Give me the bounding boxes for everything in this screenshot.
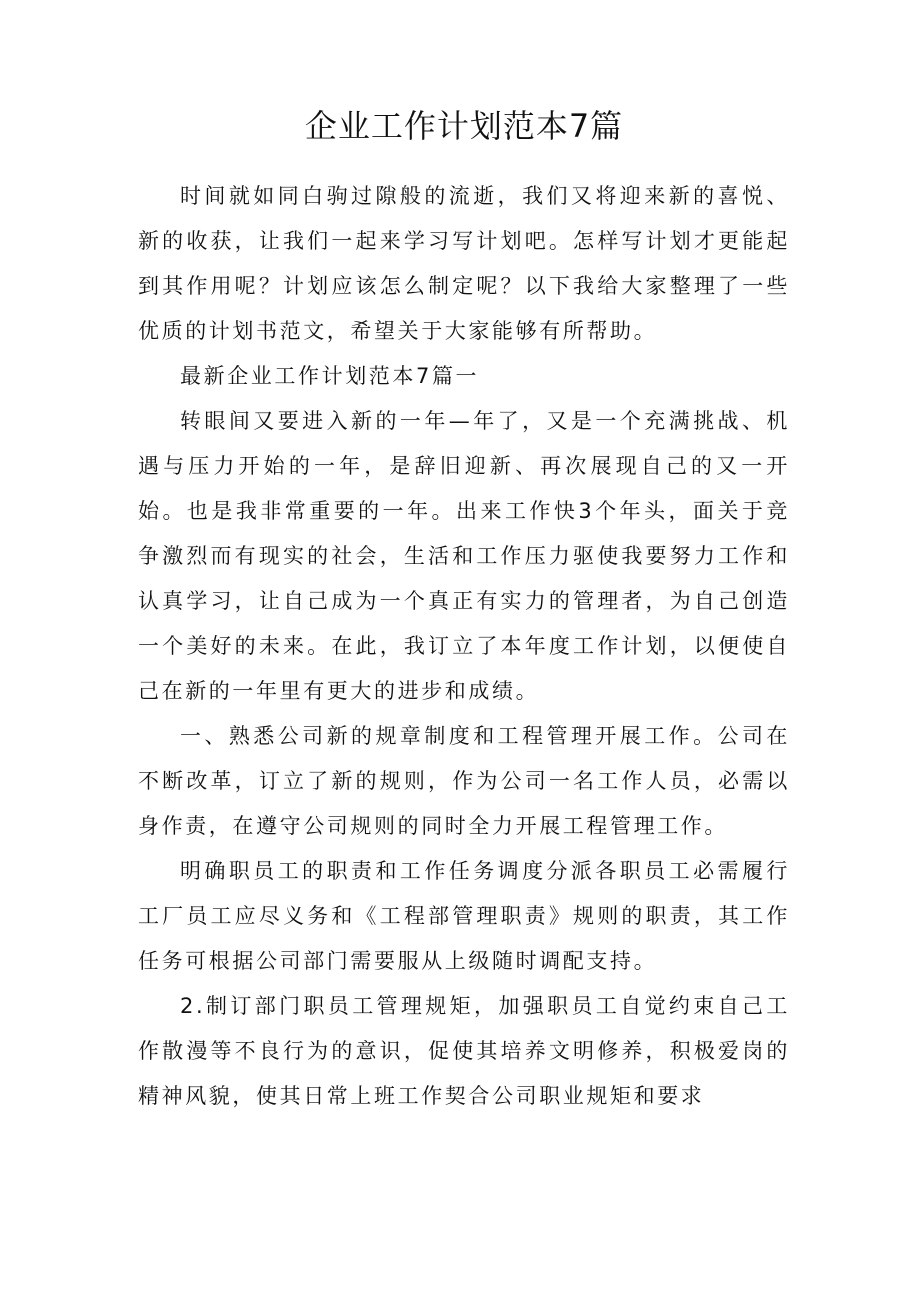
- body-paragraph: 一、熟悉公司新的规章制度和工程管理开展工作。公司在不断改革，订立了新的规则，作为公司一名工作人员，必需以身作责，在遵守公司规则的同时全力开展工程管理工作。: [138, 724, 790, 838]
- section-heading: 最新企业工作计划范本7篇一: [180, 364, 480, 388]
- body-paragraph: 明确职员工的职责和工作任务调度分派各职员工必需履行工厂员工应尽义务和《工程部管理职责》规则的职责，其工作任务可根据公司部门需要服从上级随时调配支持。: [138, 859, 790, 973]
- body-paragraph: 转眼间又要进入新的一年—年了，又是一个充满挑战、机遇与压力开始的一年，是辞旧迎新、再次展现自己的又一开始。也是我非常重要的一年。出来工作快3个年头，面关于竞争激烈而有现实的社会，生活和工作压力驱使我要努力工作和认真学习，让自己成为一个真正有实力的管理者，为自己创造一个美好的未来。在此，我订立了本年度工作计划，以便使自己在新的一年里有更大的进步和成绩。: [138, 409, 790, 703]
- body-paragraph: 2.制订部门职员工管理规矩，加强职员工自觉约束自己工作散漫等不良行为的意识，促使其培养文明修养，积极爱岗的精神风貌，使其日常上班工作契合公司职业规矩和要求: [138, 994, 790, 1108]
- document-body: [138, 100, 790, 1119]
- document-title: 企业工作计划范本7篇: [304, 107, 624, 145]
- intro-paragraph: 时间就如同白驹过隙般的流逝，我们又将迎来新的喜悦、新的收获，让我们一起来学习写计划吧。怎样写计划才更能起到其作用呢？计划应该怎么制定呢？以下我给大家整理了一些优质的计划书范文，希望关于大家能够有所帮助。: [138, 184, 790, 343]
